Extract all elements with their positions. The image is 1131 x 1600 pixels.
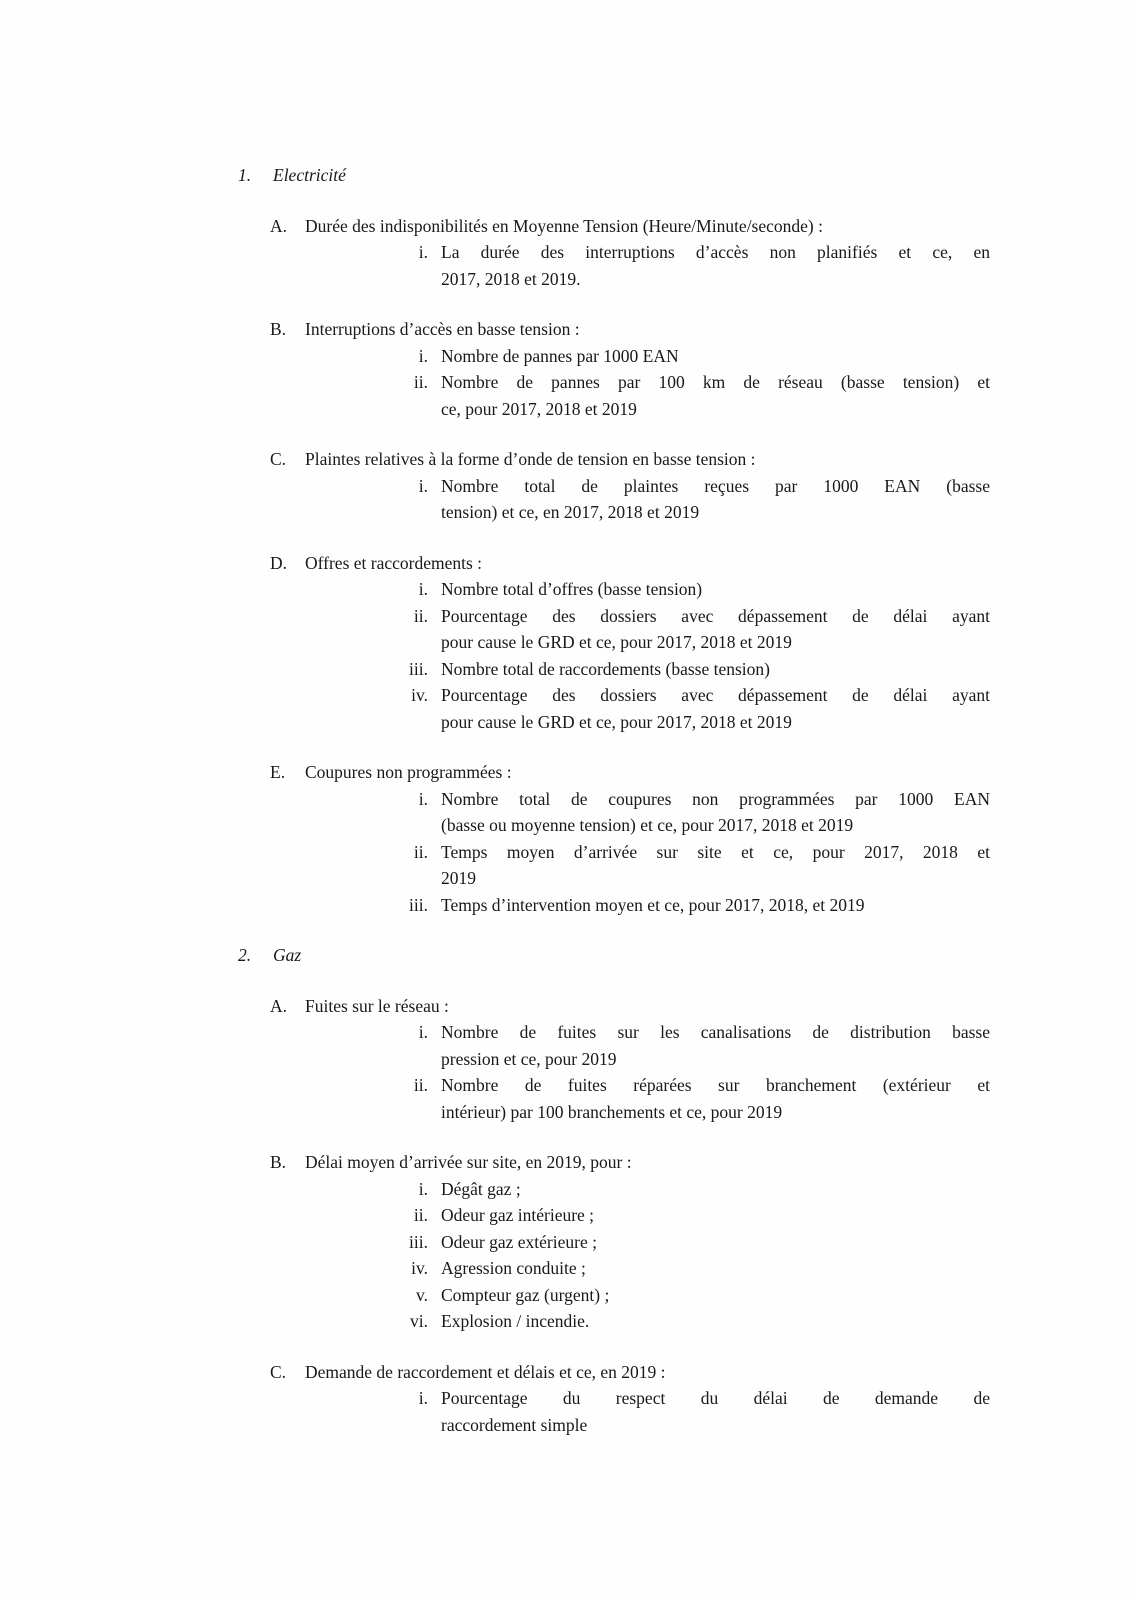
item-line: Temps d’intervention moyen et ce, pour 2017, 2018, et 2019 <box>441 894 865 915</box>
list-item <box>409 656 990 683</box>
block-heading-text: Durée des indisponibilités en Moyenne Tension (Heure/Minute/seconde) : <box>305 215 823 236</box>
list-item <box>416 1282 990 1309</box>
item-numeral: ii. <box>413 372 428 392</box>
list-item <box>410 1308 990 1335</box>
block-letter: A. <box>270 215 288 236</box>
item-numeral: i. <box>418 579 428 599</box>
item-numeral: ii. <box>413 605 428 626</box>
list-item <box>418 1019 990 1072</box>
block-d-offres-raccordements <box>0 550 1131 736</box>
item-line: Nombre total de plaintes reçues par 1000 EAN (basse <box>441 475 990 496</box>
item-numeral: i. <box>418 788 428 809</box>
section-number: 1. <box>238 165 252 185</box>
block-letter: C. <box>270 1361 287 1382</box>
block-heading-text: Plaintes relatives à la forme d’onde de tension en basse tension : <box>305 449 756 469</box>
item-line: Nombre de fuites réparées sur branchement (extérieur et <box>441 1075 990 1095</box>
block-heading-text: Fuites sur le réseau : <box>305 995 449 1016</box>
block-heading-text: Demande de raccordement et délais et ce, en 2019 : <box>305 1361 666 1382</box>
item-line: intérieur) par 100 branchements et ce, pour 2019 <box>441 1101 783 1122</box>
item-numeral: iii. <box>409 1231 428 1252</box>
list-item <box>411 1255 990 1282</box>
item-numeral: ii. <box>413 1075 428 1095</box>
block-letter: A. <box>270 995 288 1016</box>
item-line: La durée des interruptions d’accès non planifiés et ce, en <box>441 242 990 262</box>
block-b-interruptions-acces <box>0 316 1131 422</box>
list-item <box>411 682 990 735</box>
item-numeral: i. <box>418 1178 428 1199</box>
block-c-demande-raccordement <box>0 1359 1131 1439</box>
list-item <box>413 1202 990 1229</box>
list-item <box>418 473 990 526</box>
block-heading-text: Offres et raccordements : <box>305 552 483 573</box>
section-heading <box>238 162 1131 189</box>
item-numeral: iii. <box>409 894 428 915</box>
block-heading <box>270 316 1131 343</box>
item-line: Explosion / incendie. <box>441 1311 590 1331</box>
item-line: pour cause le GRD et ce, pour 2017, 2018 et 2019 <box>441 632 792 652</box>
item-numeral: i. <box>418 1388 428 1408</box>
block-heading <box>270 550 1131 577</box>
item-numeral: v. <box>416 1284 428 1305</box>
list-item <box>418 239 990 292</box>
section-title: Electricité <box>273 165 346 185</box>
list-item <box>418 786 990 839</box>
item-line: raccordement simple <box>441 1414 588 1435</box>
section-title: Gaz <box>273 945 302 965</box>
block-heading-text: Coupures non programmées : <box>305 762 512 782</box>
item-line: Nombre total d’offres (basse tension) <box>441 579 703 599</box>
list-item <box>413 603 990 656</box>
item-numeral: i. <box>418 345 428 366</box>
item-line: Nombre de pannes par 1000 EAN <box>441 345 679 366</box>
block-heading-text: Délai moyen d’arrivée sur site, en 2019, pour : <box>305 1152 632 1172</box>
block-a-fuites-reseau <box>0 993 1131 1126</box>
section-heading <box>238 942 1131 969</box>
item-line: tension) et ce, en 2017, 2018 et 2019 <box>441 502 700 522</box>
list-item <box>418 1176 990 1203</box>
item-numeral: iv. <box>411 1258 428 1278</box>
item-line: Pourcentage des dossiers avec dépassement de délai ayant <box>441 605 990 626</box>
block-heading <box>270 213 1131 240</box>
block-letter: B. <box>270 319 287 339</box>
item-line: ce, pour 2017, 2018 et 2019 <box>441 398 637 419</box>
item-line: Pourcentage du respect du délai de demande de <box>441 1388 990 1408</box>
item-line: Nombre de fuites sur les canalisations de distribution basse <box>441 1022 990 1042</box>
block-heading <box>270 1359 1131 1386</box>
item-line: Odeur gaz extérieure ; <box>441 1231 597 1252</box>
item-numeral: i. <box>418 1022 428 1042</box>
list-item <box>409 1229 990 1256</box>
item-line: Temps moyen d’arrivée sur site et ce, pour 2017, 2018 et <box>441 841 990 862</box>
item-numeral: i. <box>418 242 428 262</box>
item-line: pression et ce, pour 2019 <box>441 1048 617 1069</box>
block-heading-text: Interruptions d’accès en basse tension : <box>305 319 580 339</box>
section-number: 2. <box>238 945 252 965</box>
list-item <box>413 1072 990 1125</box>
item-line: Nombre total de coupures non programmées par 1000 EAN <box>441 788 990 809</box>
item-line: 2017, 2018 et 2019. <box>441 268 581 289</box>
block-heading <box>270 446 1131 473</box>
item-line: Nombre total de raccordements (basse tension) <box>441 658 770 679</box>
item-numeral: iv. <box>411 685 428 705</box>
block-letter: B. <box>270 1152 287 1172</box>
item-line: 2019 <box>441 868 476 888</box>
block-heading <box>270 993 1131 1020</box>
item-line: Compteur gaz (urgent) ; <box>441 1284 610 1305</box>
list-item <box>413 839 990 892</box>
item-line: Pourcentage des dossiers avec dépassement de délai ayant <box>441 685 990 705</box>
item-numeral: ii. <box>413 841 428 862</box>
list-item <box>418 576 990 603</box>
item-line: Agression conduite ; <box>441 1258 586 1278</box>
item-line: Odeur gaz intérieure ; <box>441 1205 595 1225</box>
list-item <box>413 369 990 422</box>
list-item <box>418 1385 990 1438</box>
block-heading <box>270 1149 1131 1176</box>
item-numeral: i. <box>418 475 428 496</box>
item-numeral: ii. <box>413 1205 428 1225</box>
block-b-delai-arrivee <box>0 1149 1131 1335</box>
item-numeral: vi. <box>410 1311 428 1331</box>
block-letter: C. <box>270 449 287 469</box>
section-gaz <box>0 942 1131 1438</box>
block-letter: D. <box>270 552 288 573</box>
section-electricite <box>0 162 1131 918</box>
item-line: Dégât gaz ; <box>441 1178 521 1199</box>
block-letter: E. <box>270 762 286 782</box>
item-numeral: iii. <box>409 658 428 679</box>
item-line: Nombre de pannes par 100 km de réseau (basse tension) et <box>441 372 990 392</box>
block-heading <box>270 759 1131 786</box>
block-a-duree-indisponibilites <box>0 213 1131 293</box>
item-line: (basse ou moyenne tension) et ce, pour 2017, 2018 et 2019 <box>441 815 854 835</box>
item-line: pour cause le GRD et ce, pour 2017, 2018 et 2019 <box>441 711 792 732</box>
block-e-coupures <box>0 759 1131 918</box>
list-item <box>409 892 990 919</box>
list-item <box>418 343 990 370</box>
block-c-plaintes <box>0 446 1131 526</box>
